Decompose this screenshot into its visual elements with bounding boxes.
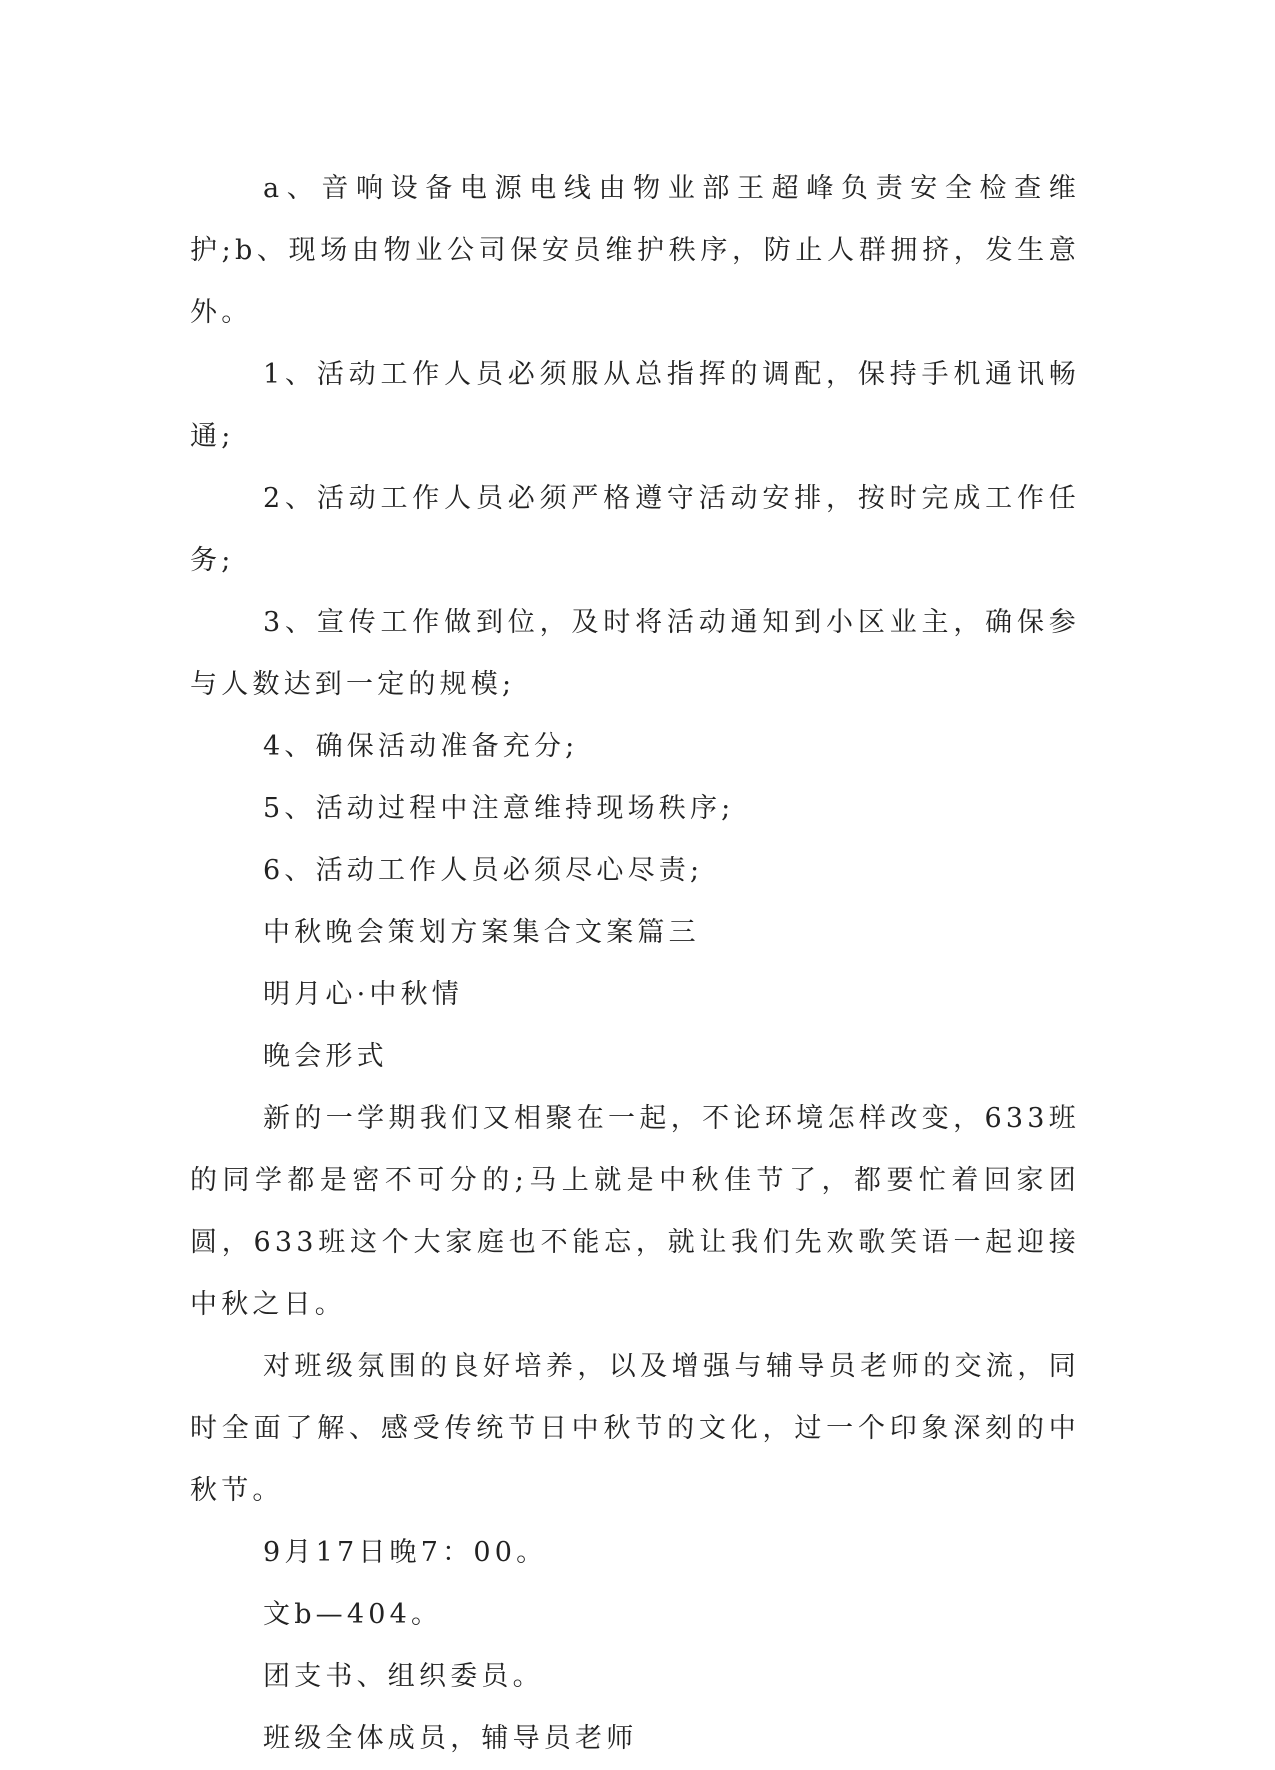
section-title: 中秋晚会策划方案集合文案篇三 <box>263 917 700 948</box>
paragraph-background: 新的一学期我们又相聚在一起，不论环境怎样改变，633班的同学都是密不可分的;马上就是中秋佳节了，都要忙着回家团圆，633班这个大家庭也不能忘，就让我们先欢歌笑语一起迎接中秋之日。 <box>190 1103 1080 1320</box>
list-item-1: 1、活动工作人员必须服从总指挥的调配，保持手机通讯畅通; <box>190 359 1080 452</box>
list-item-2: 2、活动工作人员必须严格遵守活动安排，按时完成工作任务; <box>190 483 1080 576</box>
list-item-3: 3、宣传工作做到位，及时将活动通知到小区业主，确保参与人数达到一定的规模; <box>190 607 1080 700</box>
paragraph-purpose: 对班级氛围的良好培养，以及增强与辅导员老师的交流，同时全面了解、感受传统节日中秋节的文化，过一个印象深刻的中秋节。 <box>190 1351 1080 1506</box>
list-item-6: 6、活动工作人员必须尽心尽责; <box>263 855 704 886</box>
paragraph-safety-maintenance: a、音响设备电源电线由物业部王超峰负责安全检查维护;b、现场由物业公司保安员维护秩序，防止人群拥挤，发生意外。 <box>190 173 1080 328</box>
event-participants: 班级全体成员，辅导员老师 <box>263 1723 638 1754</box>
event-theme: 明月心·中秋情 <box>263 979 463 1010</box>
event-organizers: 团支书、组织委员。 <box>263 1661 544 1692</box>
list-item-4: 4、确保活动准备充分; <box>263 731 579 762</box>
event-format-heading: 晚会形式 <box>263 1041 388 1072</box>
event-location: 文b—404。 <box>263 1599 443 1630</box>
event-time: 9月17日晚7：00。 <box>263 1537 548 1568</box>
document-body <box>190 158 1080 1770</box>
list-item-5: 5、活动过程中注意维持现场秩序; <box>263 793 735 824</box>
